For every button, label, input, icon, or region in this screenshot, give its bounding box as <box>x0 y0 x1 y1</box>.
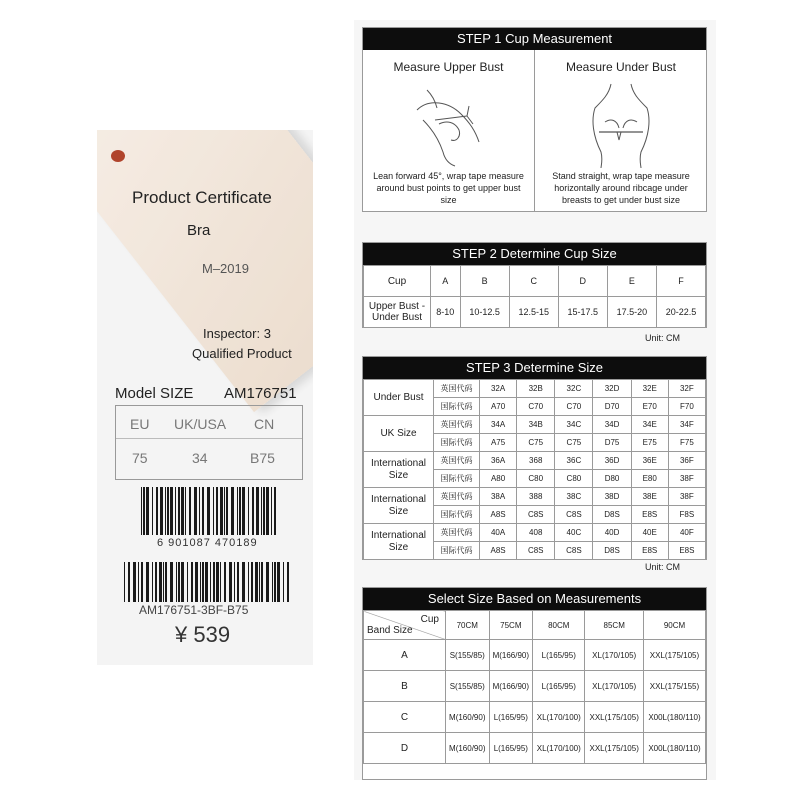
model-number: AM176751 <box>224 385 297 402</box>
cup-a: A <box>431 266 461 297</box>
barcode-bar <box>170 562 173 602</box>
barcode-bar <box>226 487 228 535</box>
size-selection-cell: L(165/95) <box>489 702 533 733</box>
barcode-bar <box>237 487 238 535</box>
cup-row <box>364 266 706 297</box>
size-cell: 32E <box>631 380 668 398</box>
size-header-eu: EU <box>130 416 150 432</box>
barcode-bar <box>181 562 184 602</box>
cup-e: E <box>607 266 656 297</box>
size-cell: 36A <box>480 452 517 470</box>
size-selection-cell: S(155/85) <box>446 671 490 702</box>
range-b: 10-12.5 <box>460 297 509 328</box>
size-cell: F8S <box>668 506 705 524</box>
size-cell: 34D <box>593 416 631 434</box>
size-selection-cell: M(160/90) <box>446 733 490 764</box>
barcode-sku-text: AM176751-3BF-B75 <box>139 603 249 617</box>
size-cell: C80 <box>555 470 593 488</box>
barcode-bar <box>256 487 259 535</box>
barcode-bar <box>152 487 153 535</box>
barcode-bar <box>124 562 125 602</box>
corner-band-label: Band Size <box>367 625 413 636</box>
corner-cell <box>364 611 446 640</box>
barcode-bar <box>261 487 262 535</box>
barcode-bar <box>242 562 245 602</box>
step2-panel <box>362 242 707 328</box>
size-cell: 368 <box>517 452 555 470</box>
size-cell: 38C <box>555 488 593 506</box>
size-cell: E8S <box>668 542 705 560</box>
barcode-bar <box>165 562 167 602</box>
size-group-label: International Size <box>364 452 434 488</box>
size-code-label: 国际代码 <box>434 506 480 524</box>
barcode-bar <box>248 562 249 602</box>
size-cell: D70 <box>593 398 631 416</box>
size-conversion-row <box>364 416 706 434</box>
step2-unit: Unit: CM <box>644 333 680 343</box>
barcode-bar <box>200 562 201 602</box>
cup-d: D <box>558 266 607 297</box>
column-75cm: 75CM <box>489 611 533 640</box>
size-cell: C70 <box>517 398 555 416</box>
column-70cm: 70CM <box>446 611 490 640</box>
size-cell: E70 <box>631 398 668 416</box>
size-cell: C75 <box>517 434 555 452</box>
size-cell: 38A <box>480 488 517 506</box>
size-cell: A8S <box>480 542 517 560</box>
barcode-bar <box>213 487 214 535</box>
size-cell: 34F <box>668 416 705 434</box>
band-label: B <box>364 671 446 702</box>
difference-row-label: Upper Bust - Under Bust <box>364 297 431 328</box>
upper-bust-description: Lean forward 45°, wrap tape measure around bust points to get upper bust size <box>373 171 524 205</box>
barcode-bar <box>207 487 210 535</box>
size-cell: 38D <box>593 488 631 506</box>
under-bust-figure-icon <box>581 80 661 168</box>
size-cell: A70 <box>480 398 517 416</box>
step3-unit: Unit: CM <box>644 562 680 572</box>
size-cell: D80 <box>593 470 631 488</box>
size-cell: F75 <box>668 434 705 452</box>
size-cell: 36C <box>555 452 593 470</box>
size-cell: 32F <box>668 380 705 398</box>
size-code-label: 国际代码 <box>434 434 480 452</box>
barcode-bar <box>224 487 225 535</box>
size-cell: 40A <box>480 524 517 542</box>
size-cell: 34C <box>555 416 593 434</box>
size-selection-cell: XL(170/100) <box>533 733 585 764</box>
barcode-bar <box>176 562 177 602</box>
size-code-label: 国际代码 <box>434 470 480 488</box>
barcode-bar <box>160 487 163 535</box>
size-cell: 34A <box>480 416 517 434</box>
size-divider <box>116 438 302 439</box>
barcode-bar <box>185 487 186 535</box>
size-header-uk-usa: UK/USA <box>174 416 227 432</box>
certificate-title: Product Certificate <box>132 188 272 207</box>
size-group-label: International Size <box>364 488 434 524</box>
column-85cm: 85CM <box>585 611 644 640</box>
barcode-bar <box>271 487 272 535</box>
size-cell: 32B <box>517 380 555 398</box>
size-cell: E75 <box>631 434 668 452</box>
size-group-label: UK Size <box>364 416 434 452</box>
size-cell: D8S <box>593 506 631 524</box>
size-selection-cell: L(165/95) <box>533 671 585 702</box>
barcode-bar <box>163 562 164 602</box>
size-value-cn: B75 <box>250 450 275 466</box>
price: ¥ 539 <box>175 622 231 647</box>
size-chart-sheet <box>354 20 716 780</box>
barcode-bar <box>159 562 162 602</box>
size-cell: C70 <box>555 398 593 416</box>
size-cell: 32A <box>480 380 517 398</box>
standard-code: M–2019 <box>202 261 249 276</box>
barcode-bar <box>165 487 166 535</box>
size-cell: F70 <box>668 398 705 416</box>
size-code-label: 英国代码 <box>434 452 480 470</box>
barcode-bar <box>143 487 145 535</box>
size-cell: C8S <box>555 506 593 524</box>
barcode-bar <box>202 487 204 535</box>
barcode-ean <box>139 487 279 535</box>
size-cell: 40F <box>668 524 705 542</box>
barcode-bar <box>155 562 157 602</box>
size-selection-row <box>364 671 706 702</box>
barcode-bar <box>141 562 143 602</box>
size-cell: C8S <box>555 542 593 560</box>
size-cell: 38E <box>631 488 668 506</box>
size-selection-cell: X00L(180/110) <box>643 702 705 733</box>
barcode-bar <box>202 562 204 602</box>
size-cell: E80 <box>631 470 668 488</box>
barcode-bar <box>170 487 173 535</box>
barcode-bar <box>167 487 169 535</box>
barcode-bar <box>146 562 149 602</box>
barcode-bar <box>266 487 269 535</box>
size-code-label: 英国代码 <box>434 416 480 434</box>
size-cell: 36D <box>593 452 631 470</box>
barcode-bar <box>234 562 235 602</box>
size-code-label: 国际代码 <box>434 542 480 560</box>
size-cell: 32C <box>555 380 593 398</box>
size-selection-cell: L(165/95) <box>533 640 585 671</box>
step4-header: Select Size Based on Measurements <box>363 588 706 610</box>
barcode-bar <box>274 562 276 602</box>
step3-header: STEP 3 Determine Size <box>363 357 706 379</box>
step3-panel <box>362 356 707 560</box>
size-selection-cell: XL(170/105) <box>585 640 644 671</box>
size-selection-cell: XXL(175/105) <box>585 733 644 764</box>
band-label: A <box>364 640 446 671</box>
size-value-uk-usa: 34 <box>192 450 208 466</box>
size-selection-header-row <box>364 611 706 640</box>
size-cell: 38F <box>668 488 705 506</box>
step1-header: STEP 1 Cup Measurement <box>363 28 706 50</box>
barcode-bar <box>199 487 200 535</box>
barcode-bar <box>272 562 273 602</box>
barcode-bar <box>195 562 198 602</box>
band-label: C <box>364 702 446 733</box>
product-tag <box>97 130 313 665</box>
barcode-bar <box>189 487 191 535</box>
range-d: 15-17.5 <box>558 297 607 328</box>
size-code-label: 国际代码 <box>434 398 480 416</box>
size-group-label: International Size <box>364 524 434 560</box>
cup-f: F <box>656 266 705 297</box>
size-selection-cell: M(166/90) <box>489 640 533 671</box>
barcode-bar <box>205 562 208 602</box>
size-cell: C8S <box>517 506 555 524</box>
size-selection-table <box>363 610 706 764</box>
range-e: 17.5-20 <box>607 297 656 328</box>
size-cell: D8S <box>593 542 631 560</box>
size-header-cn: CN <box>254 416 275 432</box>
size-cell: 34B <box>517 416 555 434</box>
upper-bust-title: Measure Upper Bust <box>393 60 504 74</box>
barcode-bar <box>178 562 180 602</box>
barcode-bar <box>181 487 184 535</box>
size-selection-cell: XXL(175/105) <box>585 702 644 733</box>
barcode-bar <box>178 487 180 535</box>
size-cell: 388 <box>517 488 555 506</box>
barcode-bar <box>266 562 269 602</box>
size-cell: 40C <box>555 524 593 542</box>
barcode-bar <box>277 562 280 602</box>
step2-header: STEP 2 Determine Cup Size <box>363 243 706 265</box>
barcode-bar <box>220 562 221 602</box>
barcode-bar <box>274 487 276 535</box>
size-selection-cell: X00L(180/110) <box>643 733 705 764</box>
barcode-bar <box>261 562 263 602</box>
barcode-bar <box>187 562 188 602</box>
size-selection-row <box>364 640 706 671</box>
barcode-bar <box>287 562 289 602</box>
barcode-bar <box>255 562 258 602</box>
size-cell: E8S <box>631 542 668 560</box>
size-cell: A75 <box>480 434 517 452</box>
size-cell: E8S <box>631 506 668 524</box>
qualified-product: Qualified Product <box>192 346 292 361</box>
size-selection-row <box>364 733 706 764</box>
barcode-bar <box>152 562 153 602</box>
range-c: 12.5-15 <box>509 297 558 328</box>
size-cell: C80 <box>517 470 555 488</box>
cup-row-label: Cup <box>364 266 431 297</box>
barcode-bar <box>283 562 284 602</box>
brand-mark <box>111 150 125 162</box>
barcode-bar <box>263 487 265 535</box>
column-80cm: 80CM <box>533 611 585 640</box>
size-conversion-row <box>364 380 706 398</box>
size-cell: 38F <box>668 470 705 488</box>
barcode-bar <box>224 562 226 602</box>
barcode-bar <box>237 562 239 602</box>
barcode-bar <box>259 562 260 602</box>
barcode-bar <box>128 562 130 602</box>
barcode-bar <box>141 487 142 535</box>
range-f: 20-22.5 <box>656 297 705 328</box>
barcode-bar <box>138 562 139 602</box>
under-bust-title: Measure Under Bust <box>565 60 677 74</box>
barcode-bar <box>239 487 241 535</box>
size-cell: 34E <box>631 416 668 434</box>
size-code-label: 英国代码 <box>434 524 480 542</box>
barcode-bar <box>252 487 254 535</box>
step1-panel <box>362 27 707 212</box>
size-conversion-row <box>364 452 706 470</box>
cup-size-table <box>363 265 706 328</box>
size-selection-cell: M(160/90) <box>446 702 490 733</box>
barcode-bar <box>231 487 234 535</box>
barcode-bar <box>216 487 218 535</box>
barcode-bar <box>216 562 219 602</box>
measure-under-bust <box>535 50 707 211</box>
barcode-bar <box>213 562 215 602</box>
size-cell: A8S <box>480 506 517 524</box>
barcode-bar <box>175 487 176 535</box>
barcode-bar <box>194 487 197 535</box>
corner-cup-label: Cup <box>420 614 439 625</box>
difference-row <box>364 297 706 328</box>
size-selection-cell: XXL(175/155) <box>643 671 705 702</box>
barcode-bar <box>146 487 149 535</box>
size-value-eu: 75 <box>132 450 148 466</box>
size-cell: 36E <box>631 452 668 470</box>
size-selection-cell: L(165/95) <box>489 733 533 764</box>
barcode-bar <box>191 562 193 602</box>
barcode-bar <box>242 487 245 535</box>
size-cell: 40D <box>593 524 631 542</box>
barcode-bar <box>210 562 211 602</box>
cup-b: B <box>460 266 509 297</box>
step4-panel <box>362 587 707 780</box>
column-90cm: 90CM <box>643 611 705 640</box>
size-selection-cell: XL(170/105) <box>585 671 644 702</box>
size-selection-cell: XXL(175/105) <box>643 640 705 671</box>
product-name: Bra <box>187 222 211 239</box>
inspector: Inspector: 3 <box>203 326 271 341</box>
under-bust-description: Stand straight, wrap tape measure horizontally around ribcage under breasts to get under bust size <box>552 171 690 205</box>
size-code-label: 英国代码 <box>434 488 480 506</box>
barcode-bar <box>251 562 253 602</box>
size-cell: A80 <box>480 470 517 488</box>
size-cell: 40E <box>631 524 668 542</box>
size-cell: C75 <box>555 434 593 452</box>
barcode-bar <box>220 487 223 535</box>
cup-c: C <box>509 266 558 297</box>
model-size-label: Model SIZE <box>115 385 194 402</box>
size-code-label: 英国代码 <box>434 380 480 398</box>
size-selection-cell: XL(170/100) <box>533 702 585 733</box>
upper-bust-figure-icon <box>409 80 489 168</box>
size-group-label: Under Bust <box>364 380 434 416</box>
size-conversion-table <box>363 379 706 560</box>
barcode-bar <box>248 487 249 535</box>
band-label: D <box>364 733 446 764</box>
barcode-bar <box>156 487 158 535</box>
size-box <box>115 405 303 480</box>
size-selection-row <box>364 702 706 733</box>
range-a: 8-10 <box>431 297 461 328</box>
barcode-bar <box>229 562 232 602</box>
barcode-bar <box>133 562 136 602</box>
size-cell: 32D <box>593 380 631 398</box>
size-conversion-row <box>364 488 706 506</box>
measure-upper-bust <box>363 50 535 211</box>
barcode-ean-number: 6 901087 470189 <box>157 537 258 549</box>
size-conversion-row <box>364 524 706 542</box>
size-cell: C8S <box>517 542 555 560</box>
barcode-sku <box>122 562 292 602</box>
size-cell: D75 <box>593 434 631 452</box>
size-cell: 36F <box>668 452 705 470</box>
size-selection-cell: M(166/90) <box>489 671 533 702</box>
size-selection-cell: S(155/85) <box>446 640 490 671</box>
size-cell: 408 <box>517 524 555 542</box>
